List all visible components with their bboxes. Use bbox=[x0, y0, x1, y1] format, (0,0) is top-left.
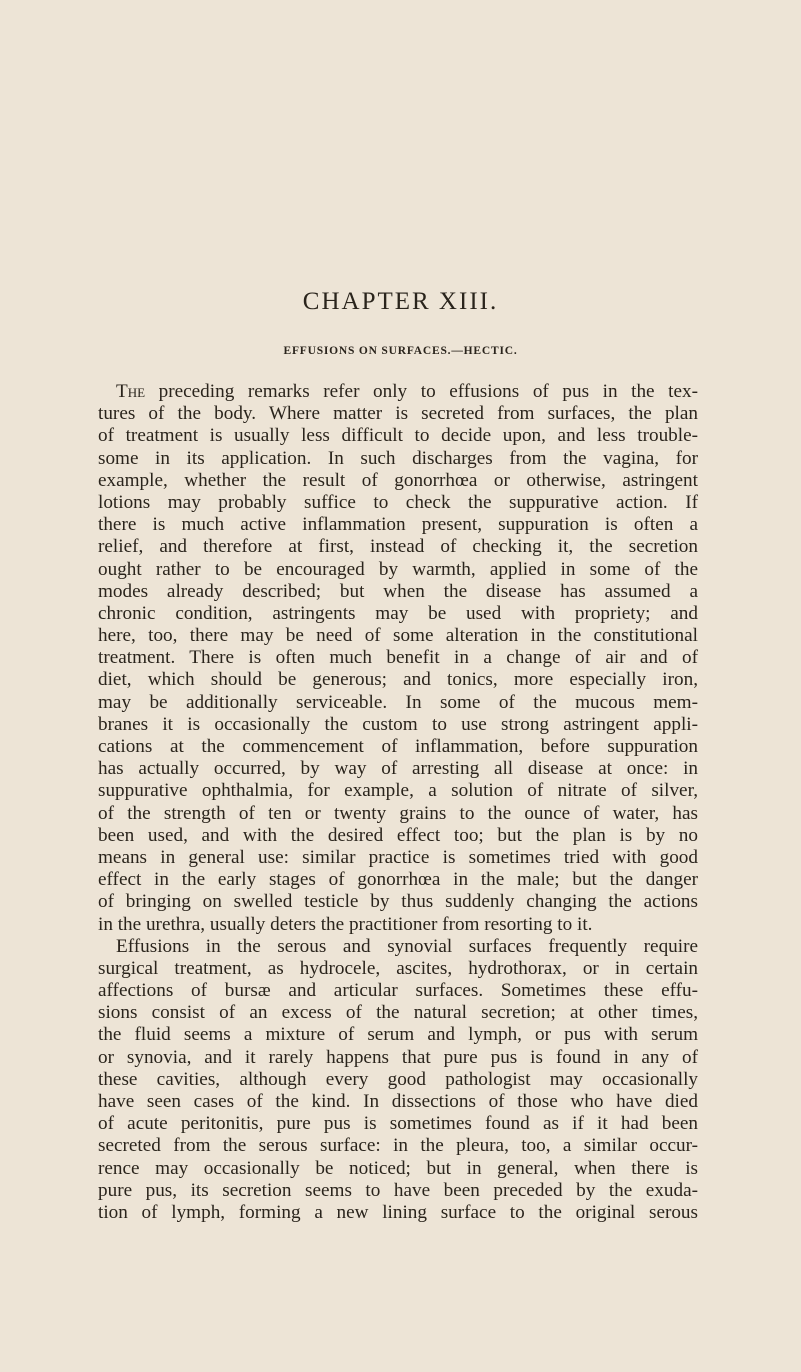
paragraph-1-line: effect in the early stages of gonorrhœa in the male; but the danger bbox=[98, 869, 698, 891]
paragraph-1-line: treatment. There is often much benefit in a change of air and of bbox=[98, 647, 698, 669]
paragraph-2-line: pure pus, its secretion seems to have been preceded by the exuda- bbox=[98, 1179, 698, 1201]
paragraph-2-line: sions consist of an excess of the natural secretion; at other times, bbox=[98, 1002, 698, 1024]
paragraph-2-line: affections of bursæ and articular surfaces. Sometimes these effu- bbox=[98, 980, 698, 1002]
paragraph-2-line: rence may occasionally be noticed; but in general, when there is bbox=[98, 1157, 698, 1179]
paragraph-1-line: there is much active inflammation present, suppuration is often a bbox=[98, 514, 698, 536]
paragraph-1-line: cations at the commencement of inflammation, before suppuration bbox=[98, 736, 698, 757]
paragraph-2-line: the fluid seems a mixture of serum and lymph, or pus with serum bbox=[98, 1024, 698, 1046]
paragraph-2-line: have seen cases of the kind. In dissections of those who have died bbox=[98, 1091, 698, 1112]
paragraph-1-line: of treatment is usually less difficult to decide upon, and less trouble- bbox=[98, 425, 698, 447]
paragraph-1-line: suppurative ophthalmia, for example, a solution of nitrate of silver, bbox=[98, 780, 698, 802]
paragraph-1-line: ought rather to be encouraged by warmth, applied in some of the bbox=[98, 558, 698, 580]
paragraph-1-line: example, whether the result of gonorrhœa or otherwise, astringent bbox=[98, 469, 698, 491]
chapter-heading: CHAPTER XIII. bbox=[302, 288, 499, 315]
paragraph-1-line: in the urethra, usually deters the practitioner from resorting to it. bbox=[98, 913, 593, 935]
paragraph-1-line: lotions may probably suffice to check the suppurative action. If bbox=[98, 491, 698, 513]
paragraph-1-line: been used, and with the desired effect too; but the plan is by no bbox=[98, 824, 698, 846]
paragraph-1-line: chronic condition, astringents may be used with propriety; and bbox=[98, 602, 698, 624]
paragraph-1-line: diet, which should be generous; and tonics, more especially iron, bbox=[98, 669, 698, 691]
paragraph-1-line: some in its application. In such discharges from the vagina, for bbox=[98, 447, 698, 469]
paragraph-1-line: branes it is occasionally the custom to use strong astringent appli- bbox=[98, 713, 698, 735]
paragraph-1-line: of bringing on swelled testicle by thus suddenly changing the actions bbox=[98, 891, 698, 913]
paragraph-1-line: has actually occurred, by way of arresting all disease at once: in bbox=[98, 758, 698, 780]
body-text bbox=[98, 381, 698, 1224]
paragraph-2-line: these cavities, although every good pathologist may occasionally bbox=[98, 1068, 698, 1090]
paragraph-1-line: of the strength of ten or twenty grains to the ounce of water, has bbox=[98, 802, 698, 824]
chapter-subtitle: EFFUSIONS ON SURFACES.—HECTIC. bbox=[283, 345, 518, 357]
text-fragment: preceding remarks refer only to effusions of pus in the tex- bbox=[145, 381, 698, 402]
paragraph-1-line: here, too, there may be need of some alteration in the constitutional bbox=[98, 625, 698, 647]
paragraph-1-line bbox=[98, 381, 698, 403]
paragraph-1-line: means in general use: similar practice is sometimes tried with good bbox=[98, 846, 698, 868]
paragraph-2-line: or synovia, and it rarely happens that pure pus is found in any of bbox=[98, 1046, 698, 1068]
paragraph-2-line: surgical treatment, as hydrocele, ascites, hydrothorax, or in certain bbox=[98, 957, 698, 979]
lead-word: The bbox=[116, 381, 146, 402]
paragraph-1-line: modes already described; but when the disease has assumed a bbox=[98, 580, 698, 602]
paragraph-1-line: tures of the body. Where matter is secreted from surfaces, the plan bbox=[98, 403, 698, 425]
paragraph-2-line: of acute peritonitis, pure pus is sometimes found as if it had been bbox=[98, 1113, 698, 1135]
paragraph-2-line: tion of lymph, forming a new lining surface to the original serous bbox=[98, 1201, 698, 1223]
paragraph-1-line: may be additionally serviceable. In some of the mucous mem- bbox=[98, 691, 698, 713]
paragraph-1-line: relief, and therefore at first, instead of checking it, the secretion bbox=[98, 536, 698, 558]
paragraph-2-line: secreted from the serous surface: in the pleura, too, a similar occur- bbox=[98, 1135, 698, 1157]
paragraph-2-line: Effusions in the serous and synovial surfaces frequently require bbox=[116, 935, 698, 957]
